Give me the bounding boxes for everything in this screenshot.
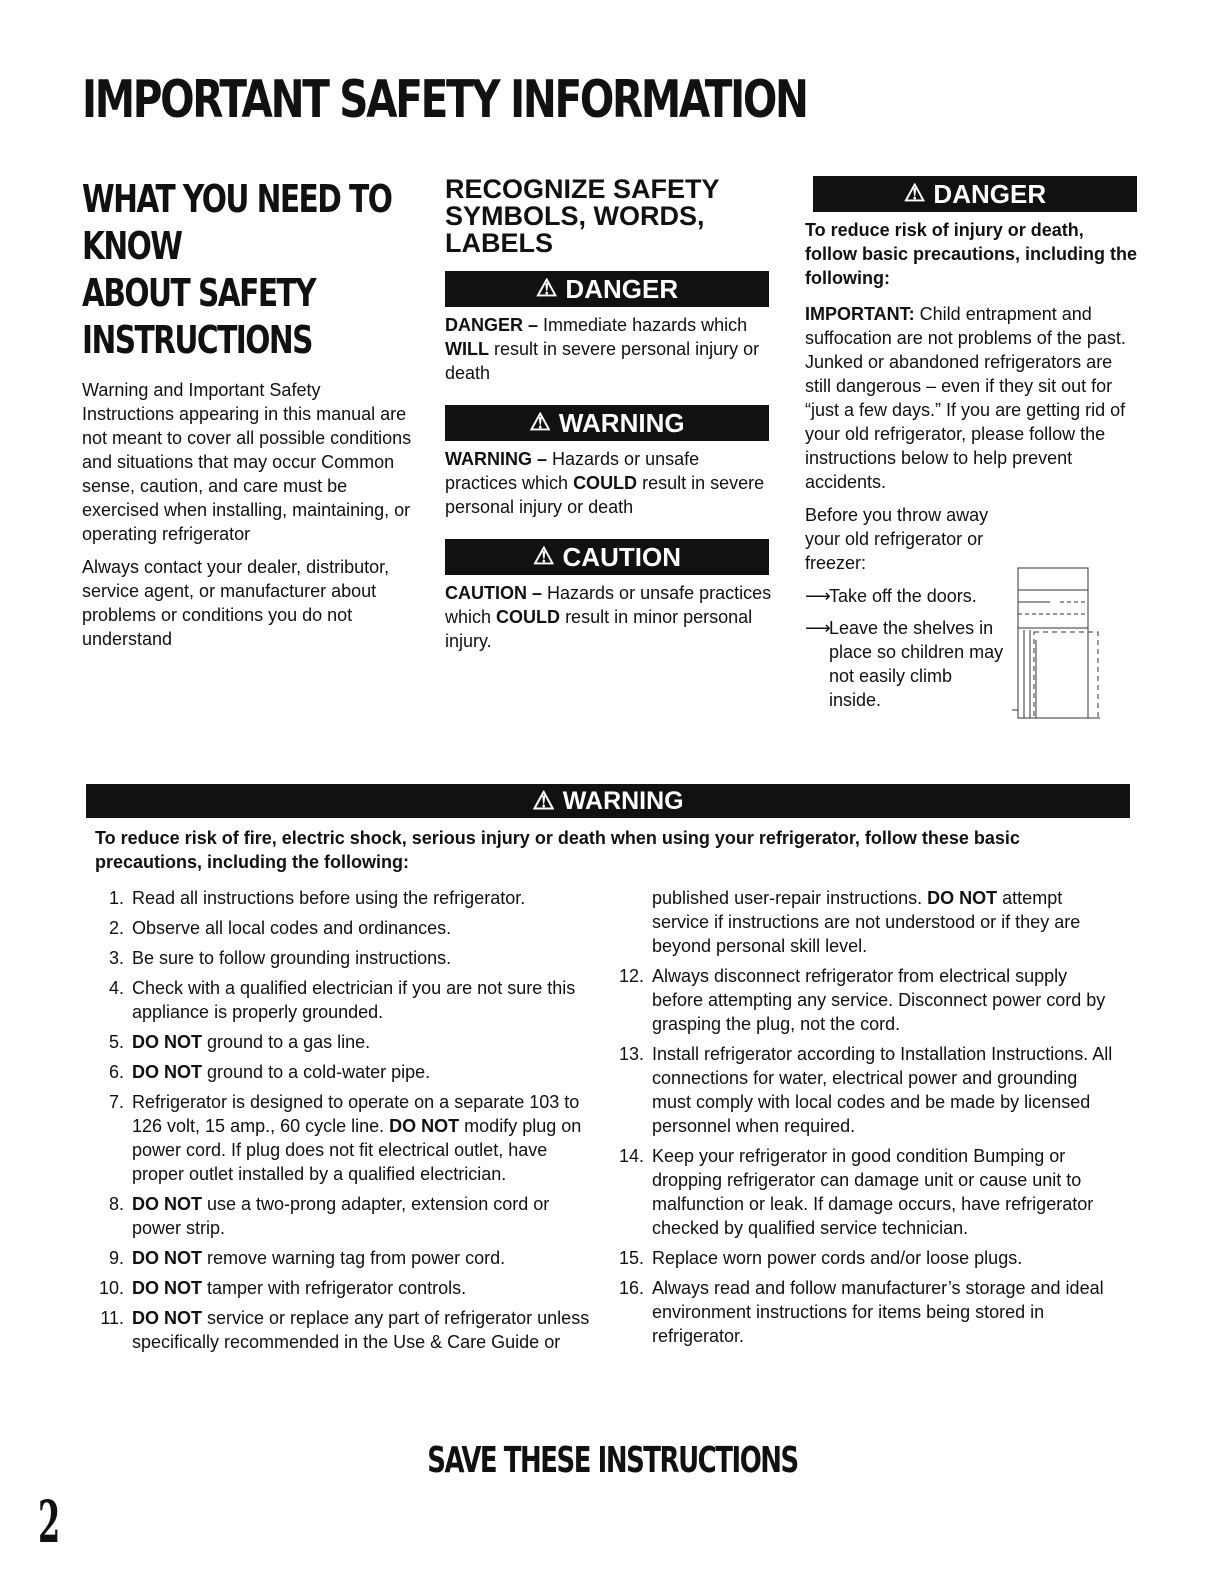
warning-lead-text: To reduce risk of fire, electric shock, serious injury or death when using your refrigerator, follow these basic precautions, including the following: [95, 828, 1020, 872]
emphasis: DO NOT [927, 888, 998, 908]
item-text: attempt service if instructions are not understood or if they are beyond personal skill level. [652, 888, 1081, 956]
item-text: Install refrigerator according to Installation Instructions. All connections for water, electrical power and grounding must comply with local codes and be made by licensed personnel when required. [652, 1044, 1113, 1136]
item-text: Check with a qualified electrician if you are not sure this appliance is properly grounded. [132, 978, 576, 1022]
text: Hazards or unsafe practices which [445, 583, 772, 627]
definition [445, 313, 775, 385]
warning-block [445, 405, 775, 519]
item-number: 14. [618, 1146, 644, 1166]
item-text: Always disconnect refrigerator from electrical supply before attempting any service. Disconnect power cord by grasping the plug, not the cord. [652, 966, 1106, 1034]
precautions-list [92, 886, 592, 1360]
text: result in severe personal injury or death [445, 339, 760, 383]
heading-line: INSTRUCTIONS [82, 318, 312, 362]
emphasis: COULD [573, 473, 638, 493]
lead-text: To reduce risk of injury or death, follow basic precautions, including the following: [805, 220, 1138, 288]
emphasis: COULD [496, 607, 561, 627]
term: WARNING – [445, 449, 548, 469]
danger-block [445, 271, 775, 385]
list-item [612, 964, 1117, 1036]
item-number: 9. [108, 1248, 124, 1268]
danger-banner [813, 176, 1137, 212]
text: result in severe personal injury or death [445, 473, 765, 517]
item-text: Keep your refrigerator in good condition Bumping or dropping refrigerator can damage unit or cause unit to malfunction or leak. If damage occurs, have refrigerator checked by qualified service technician. [652, 1146, 1094, 1238]
section-heading: RECOGNIZE SAFETY SYMBOLS, WORDS, LABELS [445, 174, 720, 258]
arrow-icon: ⟶ [805, 618, 831, 638]
emphasis: WILL [445, 339, 489, 359]
emphasis: DO NOT [132, 1248, 202, 1268]
banner-label: DANGER [565, 274, 679, 304]
list-item [612, 1276, 1117, 1348]
list-item [92, 886, 592, 910]
list-item [92, 1276, 592, 1300]
banner-label: WARNING [558, 408, 685, 438]
list-item [805, 616, 1004, 712]
item-text: remove warning tag from power cord. [207, 1248, 506, 1268]
warning-triangle-icon: ⚠ [903, 180, 926, 207]
caution-banner [445, 539, 769, 575]
item-text: tamper with refrigerator controls. [207, 1278, 467, 1298]
list-item [92, 1246, 592, 1270]
warning-triangle-icon: ⚠ [535, 275, 558, 302]
refrigerator-illustration [1010, 560, 1102, 730]
list-item [92, 976, 592, 1024]
list-item [612, 1042, 1117, 1138]
list-item-continuation [612, 886, 1117, 958]
item-number: 8. [108, 1194, 124, 1214]
warning-banner [445, 405, 769, 441]
warning-triangle-icon: ⚠ [532, 787, 555, 815]
emphasis: DO NOT [389, 1116, 460, 1136]
item-text: service or replace any part of refrigerator unless specifically recommended in the Use & Care Guide or [132, 1308, 590, 1352]
banner-label: DANGER [933, 179, 1047, 209]
item-text: modify plug on power cord. If plug does not fit electrical outlet, have proper outlet installed by a qualified electrician. [132, 1116, 582, 1184]
item-text: Be sure to follow grounding instructions. [132, 948, 452, 968]
safety-symbols-section [445, 176, 775, 673]
item-number: 2. [108, 918, 124, 938]
danger-banner [445, 271, 769, 307]
list-item [92, 1060, 592, 1084]
text: Take off the doors. [829, 586, 977, 606]
item-number: 11. [100, 1308, 124, 1328]
section-heading [82, 176, 417, 364]
banner-label: WARNING [562, 786, 684, 815]
list-item [92, 916, 592, 940]
emphasis: DO NOT [132, 1062, 202, 1082]
text: result in minor personal injury. [445, 607, 753, 651]
list-item [92, 1192, 592, 1240]
paragraph: Always contact your dealer, distributor, service agent, or manufacturer about problems or conditions you do not understand [82, 557, 390, 649]
item-text: Refrigerator is designed to operate on a separate 103 to 126 volt, 15 amp., 60 cycle line. [132, 1092, 580, 1136]
item-text: Always read and follow manufacturer’s storage and ideal environment instructions for items being stored in refrigerator. [652, 1278, 1104, 1346]
know-about-safety-section [82, 176, 412, 660]
item-number: 6. [108, 1062, 124, 1082]
emphasis: DO NOT [132, 1194, 202, 1214]
warning-triangle-icon: ⚠ [533, 543, 555, 570]
emphasis: DO NOT [132, 1308, 202, 1328]
caution-block [445, 539, 775, 653]
list-item [92, 1030, 592, 1054]
item-number: 13. [618, 1044, 644, 1064]
item-number: 12. [618, 966, 644, 986]
item-text: published user-repair instructions. [652, 888, 923, 908]
paragraph: Before you throw away your old refrigerator or freezer: [805, 505, 989, 573]
list-item [92, 1090, 592, 1186]
precautions-list-continued [612, 886, 1117, 1354]
item-number: 16. [618, 1278, 644, 1298]
emphasis: DO NOT [132, 1278, 202, 1298]
text: Leave the shelves in place so children may not easily climb inside. [829, 618, 1004, 710]
item-text: Replace worn power cords and/or loose plugs. [652, 1248, 1023, 1268]
important-paragraph [805, 302, 1140, 494]
item-number: 10. [98, 1278, 124, 1298]
list-item [612, 1246, 1117, 1270]
page-title: IMPORTANT SAFETY INFORMATION [82, 70, 807, 130]
list-item [92, 1306, 592, 1354]
item-text: Observe all local codes and ordinances. [132, 918, 452, 938]
item-number: 7. [108, 1092, 124, 1112]
text: Child entrapment and suffocation are not problems of the past. Junked or abandoned refrigerators are still dangerous – even if they sit out for “just a few days.” If you are getting rid of your old refrigerator, please follow the instructions below to help prevent accidents. [805, 304, 1126, 492]
list-item [805, 584, 1004, 608]
arrow-icon: ⟶ [805, 586, 831, 606]
list-item [612, 1144, 1117, 1240]
footer-title: SAVE THESE INSTRUCTIONS [427, 1440, 798, 1481]
list-item [92, 946, 592, 970]
heading-line: ABOUT SAFETY [82, 271, 316, 315]
item-number: 3. [108, 948, 124, 968]
item-text: ground to a gas line. [207, 1032, 371, 1052]
definition [445, 581, 775, 653]
banner-label: CAUTION [562, 542, 681, 572]
item-text: Read all instructions before using the refrigerator. [132, 888, 526, 908]
page-number: 2 [38, 1488, 61, 1556]
item-number: 4. [108, 978, 124, 998]
text: Hazards or unsafe practices which [445, 449, 700, 493]
term: CAUTION – [445, 583, 543, 603]
warning-triangle-icon: ⚠ [529, 409, 551, 436]
definition [445, 447, 775, 519]
item-number: 1. [108, 888, 124, 908]
heading-line: WHAT YOU NEED TO KNOW [82, 177, 392, 268]
paragraph: Warning and Important Safety Instructions appearing in this manual are not meant to cover all possible conditions and situations that may occur Common sense, caution, and care must be exercised when installing, maintaining, or operating refrigerator [82, 380, 412, 544]
emphasis: DO NOT [132, 1032, 202, 1052]
item-text: use a two-prong adapter, extension cord or power strip. [132, 1194, 550, 1238]
important-label: IMPORTANT: [805, 304, 915, 324]
warning-banner [86, 784, 1130, 818]
term: DANGER – [445, 315, 539, 335]
item-number: 5. [108, 1032, 124, 1052]
item-text: ground to a cold-water pipe. [207, 1062, 431, 1082]
text: Immediate hazards which [543, 315, 748, 335]
item-number: 15. [618, 1248, 644, 1268]
